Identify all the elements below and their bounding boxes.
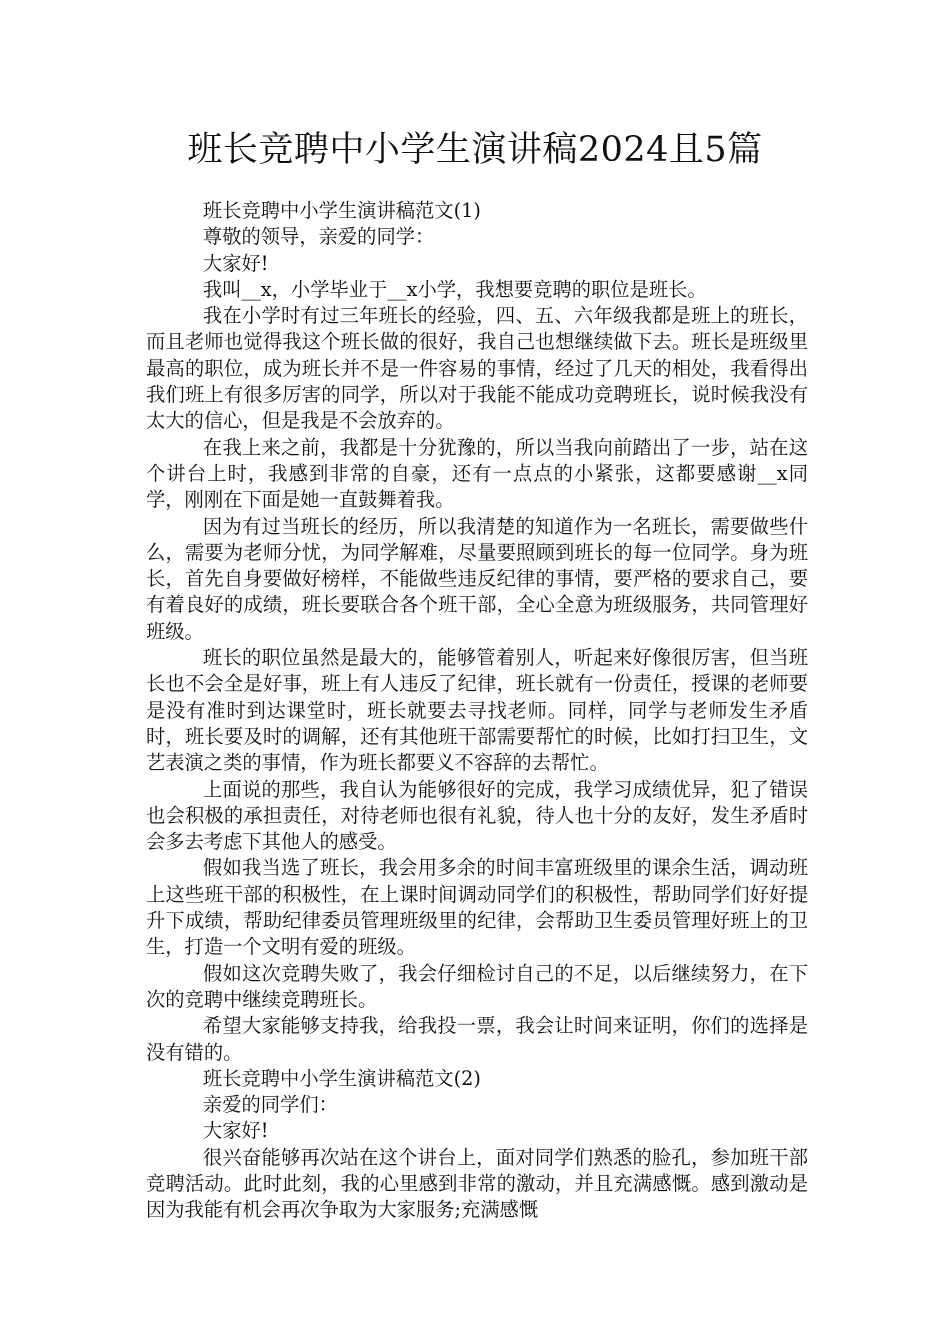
salutation: 尊敬的领导，亲爱的同学： — [202, 225, 435, 249]
paragraph: 我在小学时有过三年班长的经验，四、五、六年级我都是班上的班长，而且老师也觉得我这个班长做的很好，我自己也想继续做下去。班长是班级里最高的职位，成为班长并不是一件容易的事情，经过了几天的相处，我看得出我们班上有很多厉害的同学，所以对于我能不能成功竞聘班长，说时候我没有太大的信心，但是我是不会放弃的。 — [146, 304, 808, 433]
paragraph: 假如这次竞聘失败了，我会仔细检讨自己的不足，以后继续努力，在下次的竞聘中继续竞聘班长。 — [146, 961, 808, 1011]
greeting: 大家好! — [202, 1119, 269, 1143]
document-body — [146, 198, 808, 1224]
paragraph: 我叫__x，小学毕业于__x小学，我想要竞聘的职位是班长。 — [202, 277, 707, 301]
paragraph: 上面说的那些，我自认为能够很好的完成，我学习成绩优异，犯了错误也会积极的承担责任，对待老师也很有礼貌，待人也十分的友好，发生矛盾时会多去考虑下其他人的感受。 — [146, 777, 808, 854]
salutation: 亲爱的同学们： — [202, 1093, 338, 1117]
paragraph: 很兴奋能够再次站在这个讲台上，面对同学们熟悉的脸孔，参加班干部竞聘活动。此时此刻，我的心里感到非常的激动，并且充满感慨。感到激动是因为我能有机会再次争取为大家服务;充满感慨 — [146, 1145, 808, 1222]
paragraph: 假如我当选了班长，我会用多余的时间丰富班级里的课余生活，调动班上这些班干部的积极性，在上课时间调动同学们的积极性，帮助同学们好好提升下成绩，帮助纪律委员管理班级里的纪律，会帮助卫生委员管理好班上的卫生，打造一个文明有爱的班级。 — [146, 856, 808, 959]
section-heading-2: 班长竞聘中小学生演讲稿范文(2) — [202, 1066, 481, 1090]
paragraph: 班长的职位虽然是最大的，能够管着别人，听起来好像很厉害，但当班长也不会全是好事，班上有人违反了纪律，班长就有一份责任，授课的老师要是没有准时到达课堂时，班长就要去寻找老师。同样，同学与老师发生矛盾时，班长要及时的调解，还有其他班干部需要帮忙的时候，比如打扫卫生，文艺表演之类的事情，作为班长都要义不容辞的去帮忙。 — [146, 646, 808, 775]
paragraph: 因为有过当班长的经历，所以我清楚的知道作为一名班长，需要做些什么，需要为老师分忧，为同学解难，尽量要照顾到班长的每一位同学。身为班长，首先自身要做好榜样，不能做些违反纪律的事情，要严格的要求自己，要有着良好的成绩，班长要联合各个班干部，全心全意为班级服务，共同管理好班级。 — [146, 514, 808, 643]
greeting: 大家好! — [202, 251, 269, 275]
section-heading-1: 班长竞聘中小学生演讲稿范文(1) — [202, 199, 481, 222]
paragraph: 希望大家能够支持我，给我投一票，我会让时间来证明，你们的选择是没有错的。 — [146, 1014, 808, 1064]
paragraph: 在我上来之前，我都是十分犹豫的，所以当我向前踏出了一步，站在这个讲台上时，我感到非常的自豪，还有一点点的小紧张，这都要感谢__x同学，刚刚在下面是她一直鼓舞着我。 — [146, 435, 808, 512]
document-title: 班长竞聘中小学生演讲稿2024且5篇 — [187, 130, 763, 170]
